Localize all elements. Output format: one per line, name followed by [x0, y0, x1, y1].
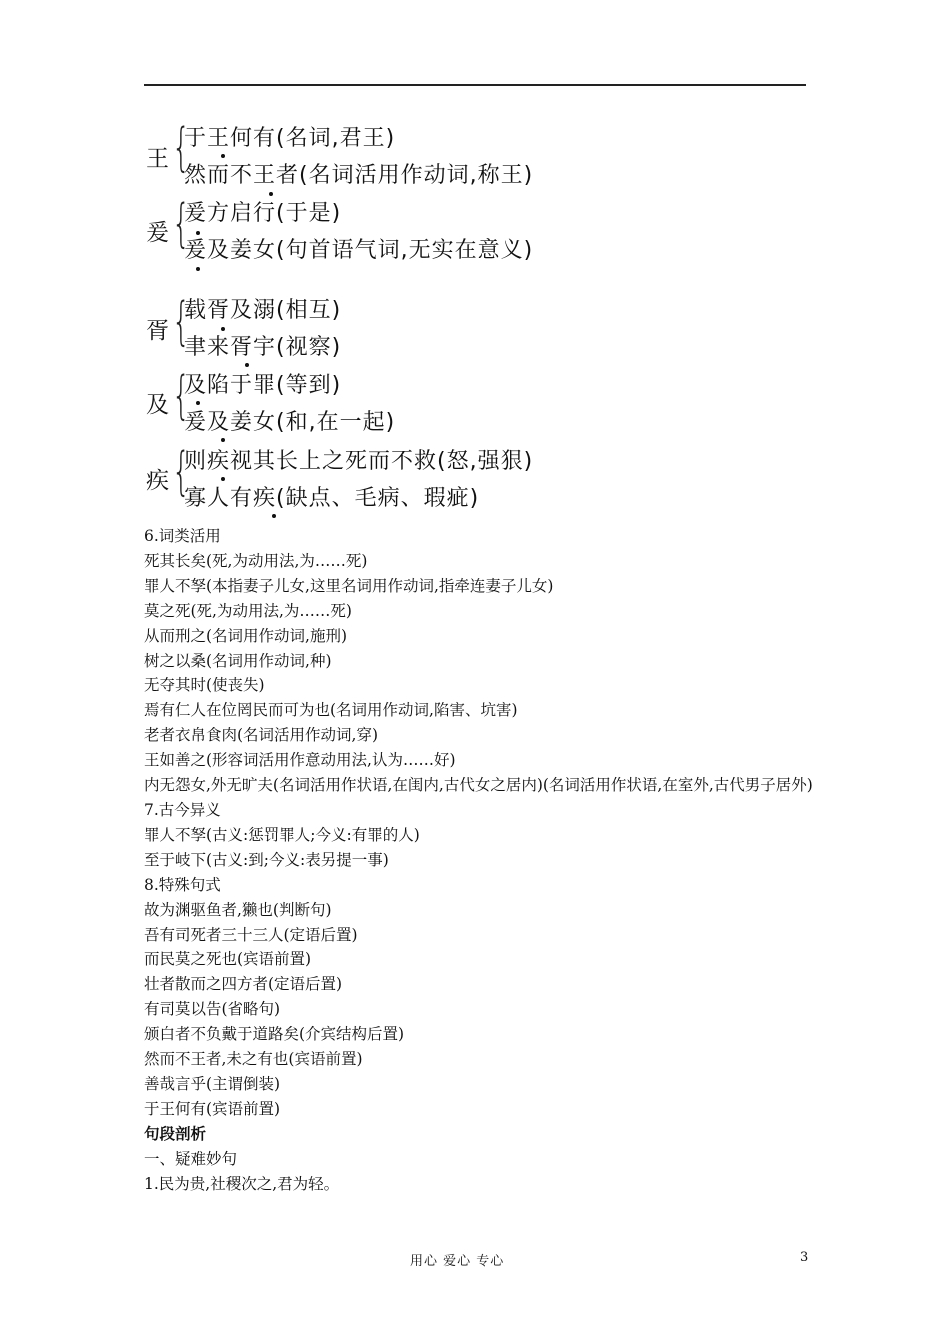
list-item: 善哉言乎(主谓倒装): [144, 1074, 281, 1093]
page-number: 3: [800, 1250, 809, 1265]
polysemy-line: 则疾视其长上之死而不救(怒,强狠): [184, 449, 534, 474]
header-rule: [144, 84, 806, 86]
list-item: 从而刑之(名词用作动词,施刑): [144, 626, 348, 645]
section-title: 8.特殊句式: [144, 875, 221, 894]
emphasis-dot: [196, 231, 200, 235]
list-item: 老者衣帛食肉(名词活用作动词,穿): [144, 726, 379, 745]
list-item: 焉有仁人在位罔民而可为也(名词用作动词,陷害、坑害): [144, 701, 518, 720]
polysemy-line: 于王何有(名词,君王): [184, 126, 396, 151]
analysis-subtitle: 一、疑难妙句: [144, 1149, 238, 1168]
emphasis-dot: [245, 363, 249, 367]
list-item: 故为渊驱鱼者,獭也(判断句): [144, 900, 332, 919]
list-item: 然而不王者,未之有也(宾语前置): [144, 1050, 363, 1069]
list-item: 王如善之(形容词活用作意动用法,认为……好): [144, 751, 456, 770]
polysemy-char: 王: [146, 146, 169, 172]
polysemy-line: 然而不王者(名词活用作动词,称王): [184, 163, 534, 188]
polysemy-line: 及陷于罪(等到): [184, 373, 342, 398]
emphasis-dot: [196, 401, 200, 405]
polysemy-line: 爰方启行(于是): [184, 201, 342, 226]
list-item: 内无怨女,外无旷夫(名词活用作状语,在闺内,古代女之居内)(名词活用作状语,在室外,古代男子居外): [144, 776, 813, 795]
list-item: 无夺其时(使丧失): [144, 676, 265, 695]
polysemy-char: 及: [146, 392, 169, 418]
polysemy-line: 爰及姜女(句首语气词,无实在意义): [184, 238, 534, 263]
brace-icon: {: [172, 194, 191, 254]
analysis-title: 句段剖析: [144, 1123, 207, 1143]
list-item: 颁白者不负戴于道路矣(介宾结构后置): [144, 1025, 405, 1044]
list-item: 罪人不孥(本指妻子儿女,这里名词用作动词,指牵连妻子儿女): [144, 576, 554, 595]
list-item: 于王何有(宾语前置): [144, 1099, 281, 1118]
section-title: 7.古今异义: [144, 800, 221, 819]
emphasis-dot: [272, 514, 276, 518]
polysemy-char: 胥: [146, 318, 169, 344]
list-item: 至于岐下(古义:到;今义:表另提一事): [144, 850, 389, 869]
list-item: 树之以桑(名词用作动词,种): [144, 651, 332, 670]
analysis-item: 1.民为贵,社稷次之,君为轻。: [144, 1174, 340, 1193]
emphasis-dot: [269, 192, 273, 196]
footer-motto: 用心 爱心 专心: [410, 1254, 505, 1269]
emphasis-dot: [221, 154, 225, 158]
section-title: 6.词类活用: [144, 527, 221, 545]
emphasis-dot: [221, 438, 225, 442]
body-text: [144, 524, 824, 1196]
polysemy-line: 爰及姜女(和,在一起): [184, 410, 396, 435]
brace-icon: {: [172, 292, 191, 352]
list-item: 罪人不孥(古义:惩罚罪人;今义:有罪的人): [144, 825, 420, 844]
list-item: 莫之死(死,为动用法,为……死): [144, 601, 352, 620]
list-item: 死其长矣(死,为动用法,为……死): [144, 551, 368, 570]
polysemy-line: 聿来胥宇(视察): [184, 335, 342, 360]
list-item: 有司莫以告(省略句): [144, 1000, 281, 1019]
brace-icon: {: [172, 442, 191, 502]
emphasis-dot: [196, 267, 200, 271]
brace-icon: {: [172, 118, 191, 178]
polysemy-line: 载胥及溺(相互): [184, 298, 342, 323]
list-item: 而民莫之死也(宾语前置): [144, 950, 312, 969]
list-item: 壮者散而之四方者(定语后置): [144, 975, 343, 994]
list-item: 吾有司死者三十三人(定语后置): [144, 925, 358, 944]
polysemy-char: 爰: [146, 220, 169, 246]
polysemy-line: 寡人有疾(缺点、毛病、瑕疵): [184, 486, 480, 511]
emphasis-dot: [221, 477, 225, 481]
brace-icon: {: [172, 366, 191, 426]
emphasis-dot: [221, 327, 225, 331]
polysemy-char: 疾: [146, 468, 169, 494]
